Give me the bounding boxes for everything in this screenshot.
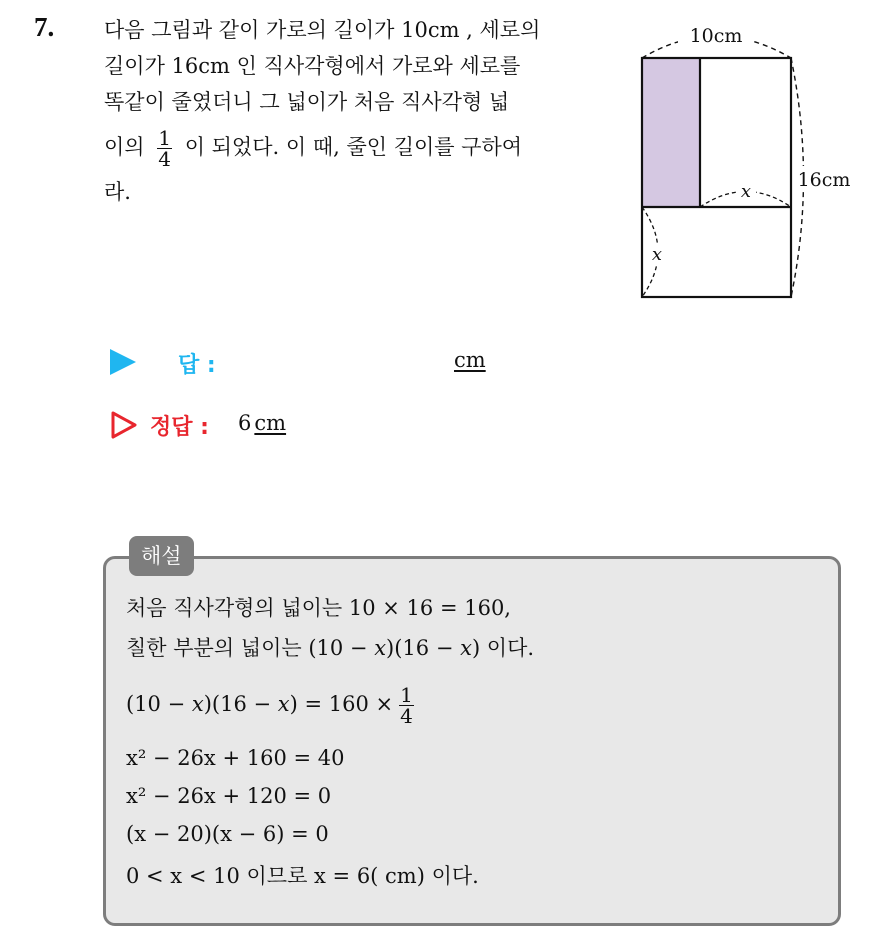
height-label: 16cm	[797, 169, 851, 191]
one-quarter-fraction	[157, 128, 172, 169]
fraction-numerator: 1	[158, 126, 171, 150]
correct-value: 6	[238, 411, 252, 435]
correct-answer-row	[110, 410, 510, 444]
x-label-left: x	[651, 244, 663, 265]
eq1-fraction-numerator: 1	[400, 683, 413, 707]
answer-row	[110, 346, 510, 380]
eq1-part-b: )(16 −	[203, 692, 278, 716]
line2-part-c: ) 이다.	[471, 636, 535, 660]
answer-label: 답 :	[178, 353, 216, 378]
width-label: 10cm	[689, 25, 743, 47]
question-text	[104, 12, 610, 210]
eq1-part-c: ) = 160 ×	[289, 692, 394, 716]
explanation-eq-2: x² − 26x + 160 = 40	[126, 746, 345, 770]
correct-label: 정답 :	[150, 415, 209, 440]
explanation-eq-3: x² − 26x + 120 = 0	[126, 784, 332, 808]
line2-var-x: x	[374, 636, 387, 660]
question-line-1: 다음 그림과 같이 가로의 길이가 10cm , 세로의	[104, 18, 541, 42]
shaded-region	[642, 58, 700, 207]
question-line-4-before: 이의	[104, 135, 145, 159]
question-line-3: 똑같이 줄였더니 그 넓이가 처음 직사각형 넓	[104, 90, 510, 114]
eq1-var-x-2: x	[277, 692, 290, 716]
explanation-line-2	[126, 632, 534, 662]
eq1-part-a: (10 −	[126, 692, 192, 716]
explanation-eq-4: (x − 20)(x − 6) = 0	[126, 822, 329, 846]
eq1-fraction	[399, 685, 414, 726]
line2-var-x-2: x	[460, 636, 472, 660]
explanation-tag: 해설	[129, 536, 194, 576]
eq1-fraction-denominator: 4	[400, 704, 413, 728]
question-line-5: 라.	[104, 180, 131, 204]
fraction-denominator: 4	[158, 147, 171, 171]
question-line-2: 길이가 16cm 인 직사각형에서 가로와 세로를	[104, 54, 521, 78]
x-label-top: x	[740, 181, 752, 202]
correct-marker-icon	[110, 410, 138, 440]
line2-part-a: 칠한 부분의 넓이는 (10 −	[126, 636, 375, 660]
answer-unit: cm	[454, 348, 486, 372]
explanation-eq-5: 0 < x < 10 이므로 x = 6( cm) 이다.	[126, 864, 479, 888]
line2-part-b: )(16 −	[386, 636, 461, 660]
correct-unit: cm	[254, 411, 287, 435]
explanation-line-1: 처음 직사각형의 넓이는 10 × 16 = 160,	[126, 596, 511, 620]
explanation-eq-1	[126, 676, 420, 732]
question-number: 7.	[34, 12, 55, 42]
correct-value-group	[238, 411, 286, 435]
eq1-var-x: x	[191, 692, 204, 716]
question-line-4	[104, 120, 610, 174]
answer-marker-icon	[110, 349, 136, 375]
rectangle-diagram	[620, 18, 870, 308]
question-line-4-after: 이 되었다. 이 때, 줄인 길이를 구하여	[184, 135, 523, 159]
